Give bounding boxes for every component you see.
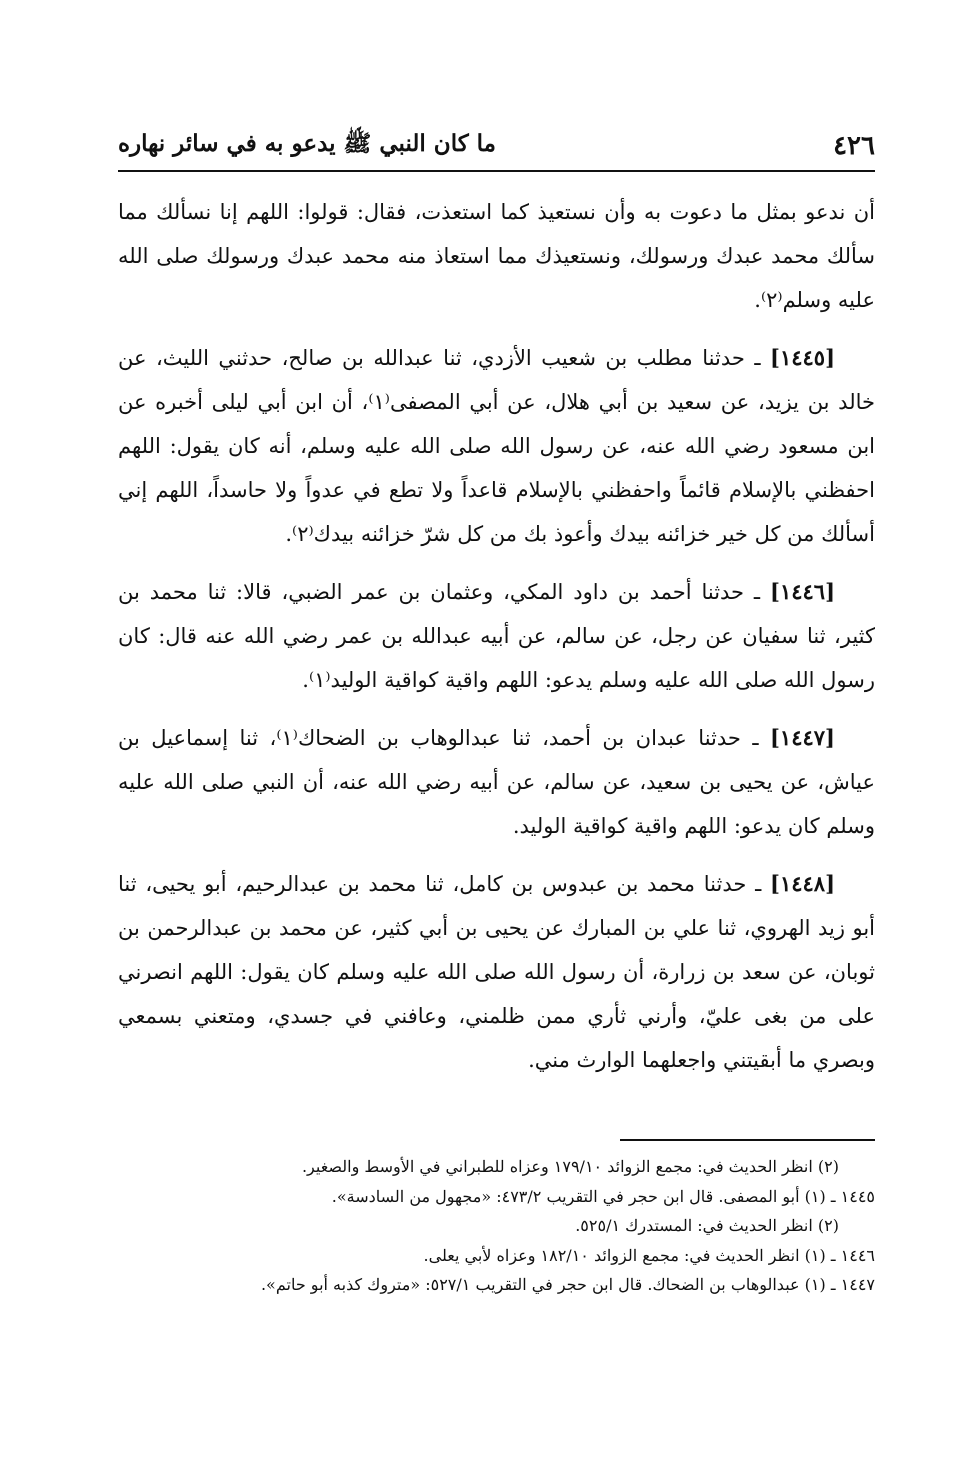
paragraph-continuation xyxy=(118,190,875,322)
hadith-1448 xyxy=(118,862,875,1082)
hadith-text: ـ حدثنا مطلب بن شعيب الأزدي، ثنا عبدالله بن صالح، حدثني الليث، عن خالد بن يزيد، عن سعيد بن أبي هلال، عن أبي المصفى⁽١⁾، أن ابن أبي ليلى أخبره عن ابن مسعود رضي الله عنه، عن رسول الله صلى الله عليه وسلم، أنه كان يقول: اللهم احفظني بالإسلام قائماً واحفظني بالإسلام قاعداً ولا تطع في عدواً ولا حاسداً، اللهم إني أسألك من كل خير خزائنه بيدك وأعوذ بك من كل شرّ خزائنه بيدك⁽٢⁾. xyxy=(118,346,875,546)
footnote-text: (٢) انظر الحديث في: مجمع الزوائد ١٧٩/١٠ وعزاه للطبراني في الأوسط والصغير. xyxy=(301,1157,839,1176)
hadith-text: ـ حدثنا أحمد بن داود المكي، وعثمان بن عمر الضبي، قالا: ثنا محمد بن كثير، ثنا سفيان عن رجل، عن سالم، عن أبيه عبدالله بن عمر رضي الله عنه قال: كان رسول الله صلى الله عليه وسلم يدعو: اللهم واقية كواقية الوليد⁽١⁾. xyxy=(118,580,875,692)
footnote-prefix: ١٤٤٧ ـ xyxy=(830,1275,875,1294)
footnote-text: (٢) انظر الحديث في: المستدرك ٥٢٥/١. xyxy=(575,1216,839,1235)
hadith-1447 xyxy=(118,716,875,848)
footnotes xyxy=(118,1152,875,1300)
footnote-text: (١) انظر الحديث في: مجمع الزوائد ١٨٢/١٠ وعزاه لأبي يعلى. xyxy=(423,1245,826,1265)
hadith-number: [١٤٤٥] xyxy=(770,345,835,370)
hadith-1446 xyxy=(118,570,875,702)
footnote-prefix: ١٤٤٦ ـ xyxy=(830,1245,875,1265)
footnote-text: (١) أبو المصفى. قال ابن حجر في التقريب ٤٧٣/٢: «مجهول من السادسة». xyxy=(331,1186,826,1206)
header-rule xyxy=(118,170,875,172)
page-number: ٤٢٦ xyxy=(833,131,875,161)
footnote-prefix: ١٤٤٥ ـ xyxy=(830,1186,875,1206)
footnote xyxy=(118,1182,875,1212)
footnote xyxy=(118,1241,875,1271)
footnote xyxy=(118,1152,875,1182)
footnote xyxy=(118,1270,875,1300)
hadith-text: ـ حدثنا محمد بن عبدوس بن كامل، ثنا محمد بن عبدالرحيم، أبو يحيى، ثنا أبو زيد الهروي، ثنا علي بن المبارك عن يحيى بن أبي كثير، عن محمد بن عبدالرحمن بن ثوبان، عن سعد بن زرارة، أن رسول الله صلى الله عليه وسلم كان يقول: اللهم انصرني على من بغى عليّ، وأرني ثأري ممن ظلمني، وعافني في جسدي، ومتعني بسمعي وبصري ما أبقيتني واجعلهما الوارث مني. xyxy=(118,872,875,1072)
page-header xyxy=(118,124,875,168)
hadith-number: [١٤٤٨] xyxy=(770,871,835,896)
running-title: ما كان النبي ﷺ يدعو به في سائر نهاره xyxy=(118,130,496,157)
hadith-number: [١٤٤٦] xyxy=(770,579,835,604)
footnote-text: (١) عبدالوهاب بن الضحاك. قال ابن حجر في التقريب ٥٢٧/١: «متروك كذبه أبو حاتم». xyxy=(260,1275,826,1294)
paragraph-text: أن ندعو بمثل ما دعوت به وأن نستعيذ كما استعذت، فقال: قولوا: اللهم إنا نسألك مما سألك محمد عبدك ورسولك، ونستعيذك مما استعاذ منه محمد عبدك ورسولك صلى الله عليه وسلم⁽٢⁾. xyxy=(118,200,875,312)
hadith-1445 xyxy=(118,336,875,556)
footnote xyxy=(118,1211,875,1241)
main-text xyxy=(118,190,875,1096)
hadith-number: [١٤٤٧] xyxy=(769,725,835,750)
footnote-separator xyxy=(620,1139,875,1141)
hadith-text: ـ حدثنا عبدان بن أحمد، ثنا عبدالوهاب بن الضحاك⁽١⁾، ثنا إسماعيل بن عياش، عن يحيى بن سعيد، عن سالم، عن أبيه رضي الله عنه، أن النبي صلى الله عليه وسلم كان يدعو: اللهم واقية كواقية الوليد. xyxy=(118,726,875,838)
